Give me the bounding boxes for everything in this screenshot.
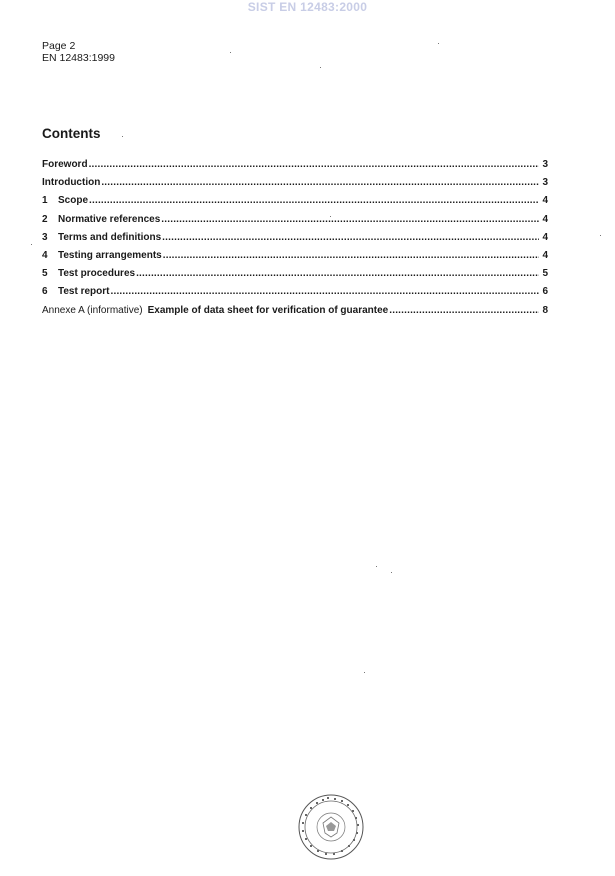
toc-entry-page: 5 <box>542 268 548 280</box>
scan-speck <box>438 43 439 44</box>
toc-entry-foreword[interactable] <box>42 159 548 177</box>
toc-entry-title: Terms and definitions <box>58 231 162 243</box>
toc-entry-page: 8 <box>542 304 548 316</box>
toc-leader-dots <box>163 250 539 261</box>
toc-entry-prefix: Annexe A (informative) <box>42 304 143 316</box>
toc-entry-terms-and-definitions[interactable] <box>42 232 548 250</box>
toc-leader-dots <box>136 268 539 279</box>
toc-entry-introduction[interactable] <box>42 177 548 195</box>
toc-entry-page: 6 <box>542 286 548 298</box>
toc-entry-annex-a[interactable] <box>42 305 548 323</box>
toc-entry-title: Foreword <box>42 159 88 170</box>
toc-entry-number: 6 <box>42 286 48 298</box>
toc-entry-scope[interactable] <box>42 195 548 213</box>
scan-speck <box>391 572 392 573</box>
toc-leader-dots <box>111 286 540 297</box>
page-header <box>42 40 115 64</box>
toc-entry-testing-arrangements[interactable] <box>42 250 548 268</box>
toc-leader-dots <box>89 159 539 170</box>
watermark: SIST EN 12483:2000 <box>247 0 368 14</box>
scan-speck <box>320 67 321 68</box>
toc-entry-page: 4 <box>542 195 548 207</box>
toc-leader-dots <box>389 305 539 316</box>
institute-seal-icon <box>297 793 365 861</box>
document-reference: EN 12483:1999 <box>42 52 115 64</box>
toc-entry-number: 3 <box>42 231 48 243</box>
scan-speck <box>230 52 231 53</box>
scan-speck <box>600 235 601 236</box>
scan-speck <box>330 216 331 217</box>
toc-entry-page: 4 <box>542 213 548 225</box>
toc-entry-title: Example of data sheet for verification of guarantee <box>147 304 389 316</box>
toc-entry-test-report[interactable] <box>42 286 548 304</box>
toc-entry-number: 5 <box>42 268 48 280</box>
toc-leader-dots <box>89 195 539 206</box>
toc-entry-number: 4 <box>42 249 48 261</box>
scan-speck <box>376 566 377 567</box>
toc-entry-title: Test report <box>58 286 110 298</box>
toc-entry-number: 1 <box>42 195 48 207</box>
toc-entry-title: Normative references <box>58 213 161 225</box>
scan-speck <box>31 244 32 245</box>
toc-entry-title: Test procedures <box>58 268 136 280</box>
toc-entry-page: 4 <box>542 231 548 243</box>
toc-entry-title: Testing arrangements <box>58 249 162 261</box>
scan-speck <box>364 672 365 673</box>
toc-entry-normative-references[interactable] <box>42 214 548 232</box>
toc-entry-page: 3 <box>542 177 548 189</box>
toc-entry-page: 3 <box>542 159 548 170</box>
toc-entry-title: Introduction <box>42 177 101 189</box>
toc-entry-page: 4 <box>542 249 548 261</box>
toc-leader-dots <box>162 232 539 243</box>
toc-leader-dots <box>101 177 539 188</box>
toc-entry-number: 2 <box>42 213 48 225</box>
toc-entry-test-procedures[interactable] <box>42 268 548 286</box>
toc-entry-title: Scope <box>58 195 89 207</box>
contents-title: Contents <box>42 126 101 141</box>
toc-leader-dots <box>161 214 539 225</box>
table-of-contents <box>42 159 548 323</box>
scan-speck <box>122 136 123 137</box>
page-label: Page 2 <box>42 40 76 52</box>
